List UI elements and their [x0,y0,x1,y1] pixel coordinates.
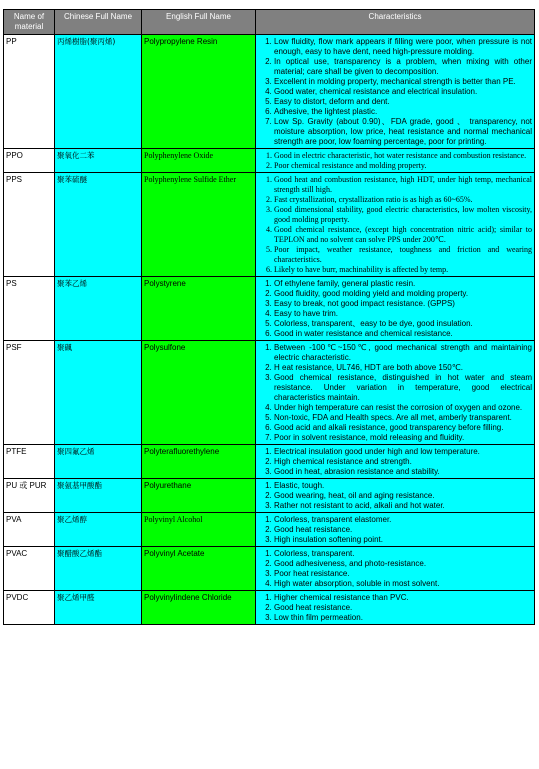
material-abbreviation: PVA [4,513,55,547]
characteristic-item: 3. Good chemical resistance, distinguished in hot water and steam resistance. Under variation in temperature, good electrical characteristics maintain. [274,373,532,403]
material-english-name: Polyterafluorethylene [142,445,256,479]
material-chinese-name: 聚氨基甲酸酯 [55,479,142,513]
characteristics-list [258,37,532,147]
header-english-full-name: English Full Name [142,10,256,35]
characteristic-item: 1. Of ethylene family, general plastic resin. [274,279,532,289]
characteristic-item: 3. Poor heat resistance. [274,569,532,579]
characteristic-item: 1. Colorless, transparent elastomer. [274,515,532,525]
material-characteristics [256,445,535,479]
characteristic-item: 2. H eat resistance, UL746, HDT are both above 150℃. [274,363,532,373]
characteristic-item: 6. Good in water resistance and chemical resistance. [274,329,532,339]
material-characteristics [256,173,535,277]
material-english-name: Polyurethane [142,479,256,513]
characteristic-item: 1. Elastic, tough. [274,481,532,491]
material-abbreviation: PSF [4,341,55,445]
characteristics-list [258,515,532,545]
characteristic-item: 3. Good in heat, abrasion resistance and stability. [274,467,532,477]
characteristic-item: 3. Easy to break, not good impact resistance. (GPPS) [274,299,532,309]
table-row [4,547,535,591]
material-chinese-name: 聚乙烯甲醛 [55,591,142,625]
characteristic-item: 5. Poor impact, weather resistance, toughness and friction and wearing characteristics. [274,245,532,265]
material-abbreviation: PTFE [4,445,55,479]
characteristic-item: 1. Low fluidity, flow mark appears if filling were poor, when pressure is not enough, easy to have dent, need high-pressure molding. [274,37,532,57]
characteristics-list [258,549,532,589]
characteristic-item: 2. Good heat resistance. [274,525,532,535]
table-row [4,341,535,445]
characteristic-item: 6. Likely to have burr, machinability is affected by temp. [274,265,532,275]
material-chinese-name: 丙烯樹脂(聚丙烯) [55,35,142,149]
characteristics-list [258,175,532,275]
material-abbreviation: PVAC [4,547,55,591]
characteristic-item: 2. Fast crystallization, crystallization ratio is as high as 60~65%. [274,195,532,205]
material-abbreviation: PU 或 PUR [4,479,55,513]
material-abbreviation: PVDC [4,591,55,625]
characteristics-list [258,151,532,171]
material-characteristics [256,341,535,445]
material-english-name: Polyphenylene Sulfide Ether [142,173,256,277]
material-characteristics [256,277,535,341]
characteristic-item: 6. Adhesive, the lightest plastic. [274,107,532,117]
characteristic-item: 1. Good in electric characteristic, hot water resistance and combustion resistance. [274,151,532,161]
material-abbreviation: PPS [4,173,55,277]
material-abbreviation: PP [4,35,55,149]
characteristics-list [258,481,532,511]
characteristics-list [258,447,532,477]
material-characteristics [256,479,535,513]
characteristic-item: 7. Low Sp. Gravity (about 0.90)、FDA grade, good 、 transparency, not moisture absorption, low price, heat resistance and normal mechanical strength are poor, low foaming percentage, poor for printing. [274,117,532,147]
characteristic-item: 6. Good acid and alkali resistance, good transparency before filling. [274,423,532,433]
characteristic-item: 2. Good wearing, heat, oil and aging resistance. [274,491,532,501]
material-characteristics [256,591,535,625]
characteristic-item: 1. Higher chemical resistance than PVC. [274,593,532,603]
materials-table-container [3,9,534,625]
material-characteristics [256,513,535,547]
characteristic-item: 1. Good heat and combustion resistance, high HDT, under high temp, mechanical strength still high. [274,175,532,195]
table-row [4,277,535,341]
characteristic-item: 3. Excellent in molding property, mechanical strength is better than PE. [274,77,532,87]
characteristic-item: 2. Poor chemical resistance and molding property. [274,161,532,171]
table-row [4,591,535,625]
characteristic-item: 2. High chemical resistance and strength. [274,457,532,467]
table-row [4,173,535,277]
materials-table [3,9,535,625]
table-row [4,479,535,513]
header-characteristics: Characteristics [256,10,535,35]
material-english-name: Polysulfone [142,341,256,445]
material-english-name: Polypropylene Resin [142,35,256,149]
table-row [4,35,535,149]
header-row [4,10,535,35]
characteristic-item: 4. Under high temperature can resist the corrosion of oxygen and ozone. [274,403,532,413]
characteristic-item: 2. In optical use, transparency is a problem, when mixing with other material; care shall be given to decomposition. [274,57,532,77]
material-abbreviation: PPO [4,149,55,173]
material-characteristics [256,35,535,149]
characteristics-list [258,343,532,443]
characteristic-item: 4. Good chemical resistance, (except high concentration nitric acid); similar to TEPLON and no solvent can solve PPS under 200℃. [274,225,532,245]
characteristic-item: 4. High water absorption, soluble in most solvent. [274,579,532,589]
material-chinese-name: 聚乙烯醇 [55,513,142,547]
characteristic-item: 2. Good fluidity, good molding yield and molding property. [274,289,532,299]
table-row [4,513,535,547]
material-abbreviation: PS [4,277,55,341]
material-english-name: Polyvinylindene Chloride [142,591,256,625]
characteristic-item: 3. High insulation softening point. [274,535,532,545]
material-chinese-name: 聚氧化二苯 [55,149,142,173]
material-chinese-name: 聚醋酸乙烯酯 [55,547,142,591]
characteristic-item: 3. Rather not resistant to acid, alkali and hot water. [274,501,532,511]
material-characteristics [256,547,535,591]
table-row [4,149,535,173]
characteristics-list [258,279,532,339]
characteristic-item: 1. Colorless, transparent. [274,549,532,559]
header-chinese-full-name: Chinese Full Name [55,10,142,35]
material-chinese-name: 聚苯硫醚 [55,173,142,277]
characteristic-item: 2. Good heat resistance. [274,603,532,613]
table-row [4,445,535,479]
material-chinese-name: 聚四氟乙烯 [55,445,142,479]
characteristic-item: 4. Good water, chemical resistance and electrical insulation. [274,87,532,97]
characteristic-item: 5. Non-toxic, FDA and Health specs. Are all met, amberly transparent. [274,413,532,423]
header-name-of-material: Name of material [4,10,55,35]
material-characteristics [256,149,535,173]
material-chinese-name: 聚碸 [55,341,142,445]
characteristic-item: 1. Between -100℃~150℃, good mechanical strength and maintaining electric characteristic. [274,343,532,363]
material-english-name: Polyvinyl Alcohol [142,513,256,547]
characteristic-item: 5. Colorless, transparent、easy to be dye, good insulation. [274,319,532,329]
characteristic-item: 1. Electrical insulation good under high and low temperature. [274,447,532,457]
characteristic-item: 3. Low thin film permeation. [274,613,532,623]
characteristic-item: 4. Easy to have trim. [274,309,532,319]
material-chinese-name: 聚苯乙烯 [55,277,142,341]
material-english-name: Polyvinyl Acetate [142,547,256,591]
characteristic-item: 7. Poor in solvent resistance, mold releasing and fluidity. [274,433,532,443]
material-english-name: Polyphenylene Oxide [142,149,256,173]
characteristic-item: 3. Good dimensional stability, good electric characteristics, low molten viscosity, good molding property. [274,205,532,225]
material-english-name: Polystyrene [142,277,256,341]
characteristic-item: 2. Good adhesiveness, and photo-resistance. [274,559,532,569]
characteristics-list [258,593,532,623]
characteristic-item: 5. Easy to distort, deform and dent. [274,97,532,107]
